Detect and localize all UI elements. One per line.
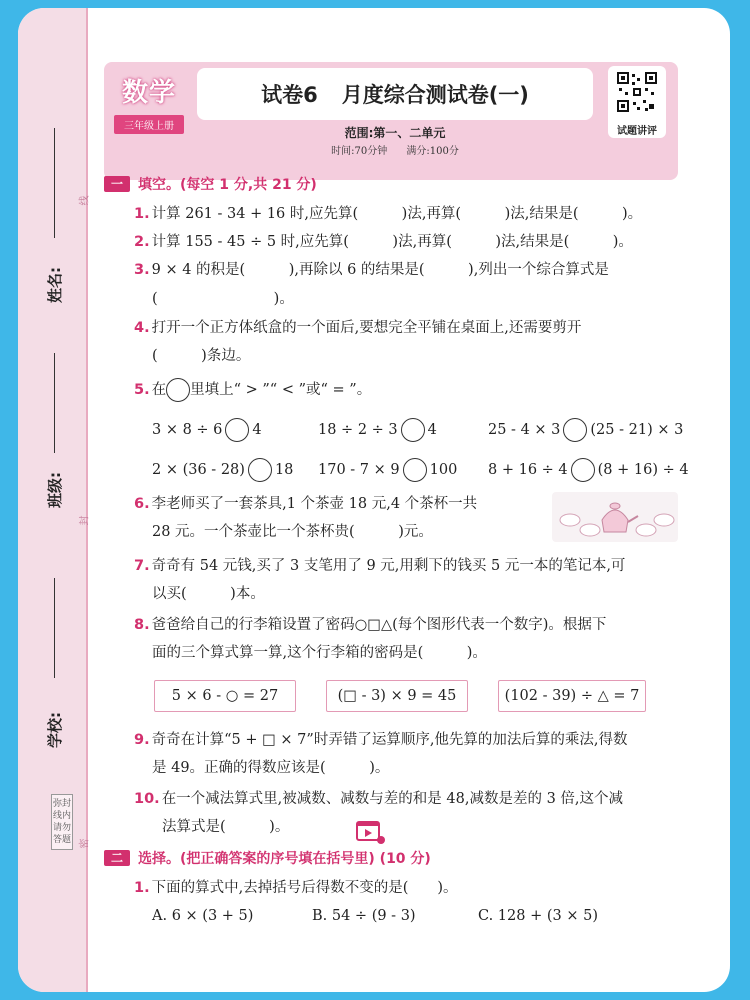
scope-text: 范围:第一、二单元 <box>344 126 446 140</box>
compare-item: 3 × 8 ÷ 6 4 <box>152 418 262 442</box>
q-text: 9 × 4 的积是( ),再除以 6 的结果是( ),列出一个综合算式是 <box>151 262 609 278</box>
subject-badge <box>114 72 184 130</box>
qr-caption: 试题讲评 <box>617 126 657 137</box>
paper-title <box>197 68 593 120</box>
section-2-title: 选择。(把正确答案的序号填在括号里) (10 分) <box>138 851 431 867</box>
answer-circle[interactable] <box>563 418 587 442</box>
question-9 <box>134 730 628 750</box>
compare-item: 25 - 4 × 3 (25 - 21) × 3 <box>488 418 683 442</box>
question-8 <box>134 615 606 635</box>
q-text: 爸爸给自己的行李箱设置了密码○□△(每个图形代表一个数字)。根据下 <box>151 617 607 633</box>
q-number: 1. <box>134 880 150 896</box>
answer-circle[interactable] <box>571 458 595 482</box>
answer-circle[interactable] <box>403 458 427 482</box>
paper-number: 试卷6 <box>261 83 318 107</box>
cut-mark-2: 封 <box>79 515 91 526</box>
section-1-number: 一 <box>104 176 130 192</box>
cut-mark-3: 密 <box>79 838 91 849</box>
compare-item: 170 - 7 × 9 100 <box>318 458 457 482</box>
option-b[interactable]: B. 54 ÷ (9 - 3) <box>312 908 416 924</box>
question-10-line2: 法算式是( )。 <box>162 819 290 835</box>
qr-code[interactable] <box>608 66 666 138</box>
tea-set-illustration <box>552 492 678 542</box>
q-number: 10. <box>134 791 160 807</box>
q-text: 奇奇有 54 元钱,买了 3 支笔用了 9 元,用剩下的钱买 5 元一本的笔记本,可 <box>151 558 626 574</box>
grade-label: 三年级上册 <box>114 115 184 134</box>
video-play-icon[interactable] <box>356 821 386 845</box>
equation-box: (102 - 39) ÷ △ = 7 <box>498 680 646 712</box>
compare-item: 8 + 16 ÷ 4 (8 + 16) ÷ 4 <box>488 458 689 482</box>
school-field <box>32 578 72 758</box>
q-text: 下面的算式中,去掉括号后得数不变的是( )。 <box>151 880 458 896</box>
qr-code-icon <box>617 72 657 112</box>
worksheet-page <box>18 8 730 992</box>
question-2 <box>134 232 633 252</box>
question-4 <box>134 318 581 338</box>
q-number: 9. <box>134 732 150 748</box>
question-3 <box>134 260 609 280</box>
section-2-heading <box>104 848 431 868</box>
section-2-number: 二 <box>104 850 130 866</box>
q-number: 6. <box>134 496 150 512</box>
equation-box: (□ - 3) × 9 = 45 <box>326 680 468 712</box>
compare-item: 18 ÷ 2 ÷ 3 4 <box>318 418 437 442</box>
q-text: 在一个减法算式里,被减数、减数与差的和是 48,减数是差的 3 倍,这个减 <box>161 791 624 807</box>
section-1-heading <box>104 174 317 194</box>
question-7 <box>134 556 625 576</box>
name-label: 姓名: <box>46 267 64 303</box>
name-field <box>32 128 72 328</box>
q-number: 2. <box>134 234 150 250</box>
q-text: 李老师买了一套茶具,1 个茶壶 18 元,4 个茶杯一共 <box>151 496 478 512</box>
class-field <box>32 353 72 533</box>
paper-header <box>104 62 678 180</box>
equation-boxes <box>154 680 674 712</box>
question-1 <box>134 204 642 224</box>
q-text: 里填上“ > ”“ < ”或“ = ”。 <box>190 382 372 398</box>
option-a[interactable]: A. 6 × (3 + 5) <box>152 908 254 924</box>
question-7-line2: 以买( )本。 <box>152 586 265 602</box>
time-limit: 时间:70分钟 <box>331 146 388 157</box>
q-number: 5. <box>134 382 150 398</box>
no-answer-note: 弥封线内请勿答题 <box>51 794 73 850</box>
question-6 <box>134 494 477 514</box>
option-c[interactable]: C. 128 + (3 × 5) <box>478 908 598 924</box>
q-number: 4. <box>134 320 150 336</box>
question-6-line2: 28 元。一个茶壶比一个茶杯贵( )元。 <box>152 524 433 540</box>
question-4-line2: ( )条边。 <box>152 348 251 364</box>
q-number: 8. <box>134 617 150 633</box>
exam-meta <box>197 142 593 157</box>
question-8-line2: 面的三个算式算一算,这个行李箱的密码是( )。 <box>152 645 487 661</box>
equation-box: 5 × 6 - ○ = 27 <box>154 680 296 712</box>
subject-title: 数学 <box>121 78 176 108</box>
q-number: 7. <box>134 558 150 574</box>
q-text: 计算 155 - 45 ÷ 5 时,应先算( )法,再算( )法,结果是( )。 <box>151 234 633 250</box>
q-number: 1. <box>134 206 150 222</box>
choice-question-1 <box>134 878 458 898</box>
compare-circle <box>166 378 190 402</box>
q-text: 打开一个正方体纸盒的一个面后,要想完全平铺在桌面上,还需要剪开 <box>151 320 582 336</box>
full-score: 满分:100分 <box>406 146 459 157</box>
paper-name: 月度综合测试卷(一) <box>341 83 529 107</box>
q-text: 奇奇在计算“5 + □ × 7”时弄错了运算顺序,他先算的加法后算的乘法,得数 <box>151 732 628 748</box>
question-9-line2: 是 49。正确的得数应该是( )。 <box>152 760 390 776</box>
question-5 <box>134 378 371 402</box>
answer-circle[interactable] <box>248 458 272 482</box>
class-label: 班级: <box>46 472 64 508</box>
answer-circle[interactable] <box>401 418 425 442</box>
q-text: 计算 261 - 34 + 16 时,应先算( )法,再算( )法,结果是( )。 <box>151 206 643 222</box>
school-label: 学校: <box>46 712 64 748</box>
q-text: 在 <box>151 382 167 398</box>
question-3-line2: ( )。 <box>152 291 294 307</box>
cut-mark-1: 线 <box>79 195 91 206</box>
answer-circle[interactable] <box>225 418 249 442</box>
compare-item: 2 × (36 - 28) 18 <box>152 458 293 482</box>
question-10 <box>134 789 623 809</box>
q-number: 3. <box>134 262 150 278</box>
section-1-title: 填空。(每空 1 分,共 21 分) <box>138 177 317 193</box>
